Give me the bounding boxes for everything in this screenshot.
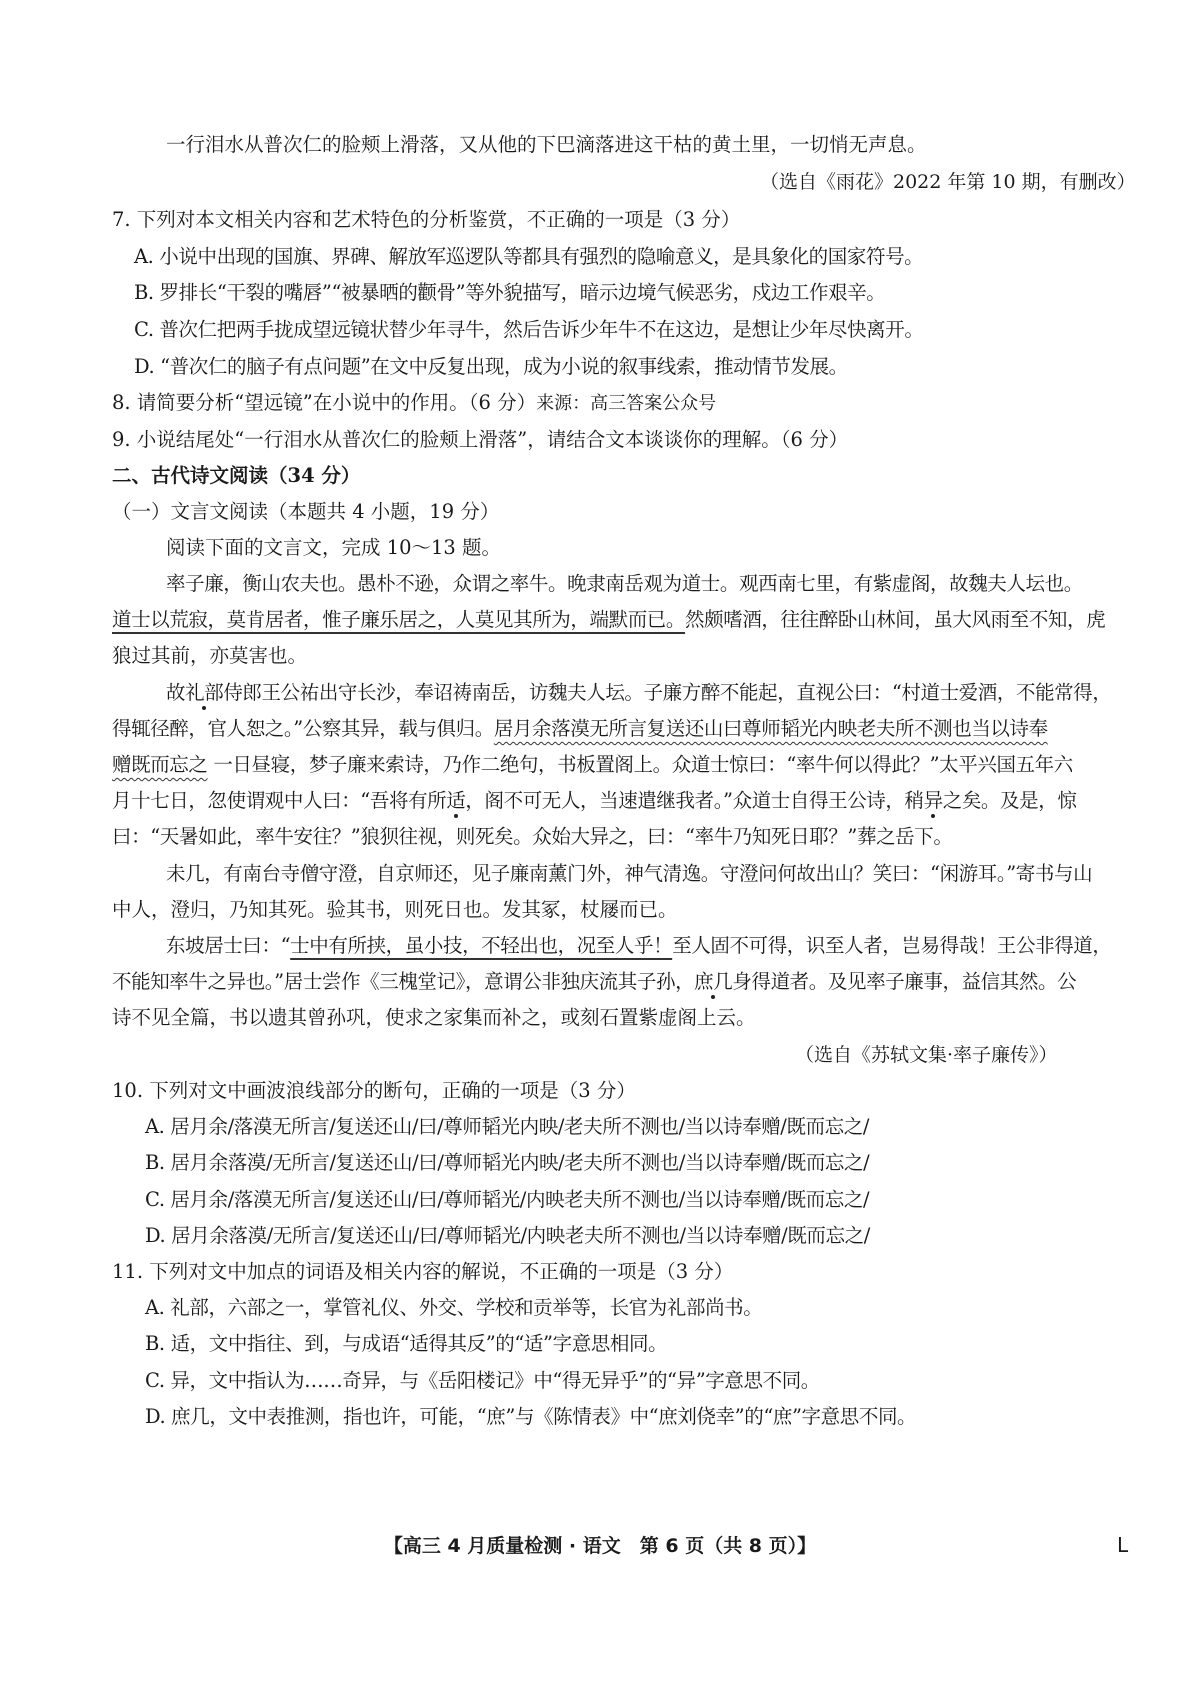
passage-p2-line5: 曰：“天暑如此，率牛安往？”狼狈往视，则死矣。众始大异之，曰：“率牛乃知死日耶？”葬之岳下。 bbox=[112, 825, 953, 848]
passage-p3-line2: 中人，澄归，乃知其死。验其书，则死日也。发其冢，杖屦而已。 bbox=[112, 898, 678, 921]
passage-p2-line4-a: 月十七日，忽使谓观中人曰：“吾将有所 bbox=[112, 789, 447, 812]
question-10-stem: 10. 下列对文中画波浪线部分的断句，正确的一项是（3 分） bbox=[112, 1079, 636, 1102]
passage-p2-line2-a: 得辄径醉，官人恕之。”公察其异，载与俱归。 bbox=[112, 717, 494, 740]
question-9-stem: 9. 小说结尾处“一行泪水从普次仁的脸颊上滑落”，请结合文本谈谈你的理解。（6 分） bbox=[112, 428, 849, 451]
question-10-option-d: D. 居月余落漠/无所言/复送还山/曰/尊师韬光/内映老夫所不测也/当以诗奉赠/既而忘之/ bbox=[145, 1224, 870, 1247]
dotted-term-shuji: 庶几 bbox=[694, 970, 733, 993]
question-8-row bbox=[112, 390, 716, 417]
wavy-underlined-part-2: 赠既而忘之 bbox=[112, 753, 208, 776]
question-8-stem: 8. 请简要分析“望远镜”在小说中的作用。（6 分） bbox=[112, 391, 537, 414]
passage-p1-line3: 狼过其前，亦莫害也。 bbox=[112, 644, 308, 667]
question-7-option-d: D. “普次仁的脑子有点问题”在文中反复出现，成为小说的叙事线索，推动情节发展。 bbox=[134, 355, 848, 378]
question-11-option-a: A. 礼部，六部之一，掌管礼仪、外交、学校和贡举等，长官为礼部尚书。 bbox=[145, 1296, 763, 1319]
question-10-option-b: B. 居月余落漠/无所言/复送还山/曰/尊师韬光内映/老夫所不测也/当以诗奉赠/既而忘之/ bbox=[145, 1151, 870, 1174]
page-footer: 【高三 4 月质量检测 · 语文 第 6 页（共 8 页）】 bbox=[383, 1535, 817, 1557]
dotted-term-shi: 适 bbox=[446, 789, 466, 812]
passage-p2-line4-e: 之矣。及是，惊 bbox=[942, 789, 1077, 812]
passage-p4-line2 bbox=[112, 969, 1076, 995]
passage-p4-line1 bbox=[166, 933, 1112, 959]
passage-p1-line2 bbox=[112, 607, 1105, 633]
passage-p4-line3: 诗不见全篇，书以遗其曾孙巩，使求之家集而补之，或刻石置紫虚阁上云。 bbox=[112, 1006, 756, 1029]
footer-corner-mark: L bbox=[1117, 1533, 1129, 1557]
passage-p2-line3 bbox=[112, 752, 1073, 778]
section-2-subtitle: （一）文言文阅读（本题共 4 小题，19 分） bbox=[112, 500, 500, 523]
dotted-term-libu: 礼部 bbox=[185, 681, 224, 704]
question-11-option-d: D. 庶几，文中表推测，指也许，可能，“庶”与《陈情表》中“庶刘侥幸”的“庶”字意思不同。 bbox=[145, 1405, 917, 1428]
question-10-option-c: C. 居月余/落漠无所言/复送还山/曰/尊师韬光/内映老夫所不测也/当以诗奉赠/既而忘之/ bbox=[145, 1188, 870, 1211]
question-7-option-a: A. 小说中出现的国旗、界碑、解放军巡逻队等都具有强烈的隐喻意义，是具象化的国家符号。 bbox=[134, 245, 924, 268]
question-10-option-a: A. 居月余/落漠无所言/复送还山/曰/尊师韬光内映/老夫所不测也/当以诗奉赠/既而忘之/ bbox=[145, 1115, 870, 1138]
story-source-note: （选自《雨花》2022 年第 10 期，有删改） bbox=[760, 171, 1136, 193]
question-11-option-c: C. 异，文中指认为……奇异，与《岳阳楼记》中“得无异乎”的“异”字意思不同。 bbox=[145, 1369, 820, 1392]
story-closing-line: 一行泪水从普次仁的脸颊上滑落，又从他的下巴滴落进这干枯的黄土里，一切悄无声息。 bbox=[166, 133, 927, 156]
passage-p2-line4-c: ，阁不可无人，当速遣继我者。”众道士自得王公诗，稍 bbox=[465, 789, 924, 812]
solid-underlined-sentence-2: 士中有所挟，虽小技，不轻出也，况至人乎！ bbox=[290, 934, 673, 957]
passage-p4-line2-c: 身得道者。及见率子廉事，益信其然。公 bbox=[732, 970, 1077, 993]
dotted-term-yi: 异 bbox=[923, 789, 943, 812]
section-2-instruction: 阅读下面的文言文，完成 10～13 题。 bbox=[166, 536, 502, 559]
passage-p4-line1-rest: 至人固不可得，识至人者，岂易得哉！王公非得道， bbox=[672, 934, 1112, 957]
section-2-title: 二、古代诗文阅读（34 分） bbox=[112, 464, 361, 487]
passage-p4-line1-a: 东坡居士曰：“ bbox=[166, 934, 291, 957]
passage-p2-line2 bbox=[112, 716, 1048, 742]
passage-p2-line4 bbox=[112, 788, 1076, 814]
passage-source: （选自《苏轼文集·率子廉传》） bbox=[795, 1044, 1058, 1066]
passage-p2-line1-c: 侍郎王公祐出守长沙，奉诏祷南岳，访魏夫人坛。子廉方醉不能起，直视公曰：“村道士爱酒，不能常得， bbox=[223, 681, 1112, 704]
passage-p1-line1: 率子廉，衡山农夫也。愚朴不逊，众谓之率牛。晚隶南岳观为道士。观西南七里，有紫虚阁，故魏夫人坛也。 bbox=[166, 572, 1083, 595]
wavy-underlined-part-1: 居月余落漠无所言复送还山曰尊师韬光内映老夫所不测也当以诗奉 bbox=[493, 717, 1048, 740]
watermark-text: 来源：高三答案公众号 bbox=[536, 393, 717, 414]
passage-p2-line1 bbox=[166, 680, 1111, 706]
question-7-option-b: B. 罗排长“干裂的嘴唇”“被暴晒的颧骨”等外貌描写，暗示边境气候恶劣，戍边工作艰辛。 bbox=[134, 281, 886, 304]
question-11-stem: 11. 下列对文中加点的词语及相关内容的解说，不正确的一项是（3 分） bbox=[112, 1260, 734, 1283]
passage-p1-line2-rest: 然颇嗜酒，往往醉卧山林间，虽大风雨至不知，虎 bbox=[685, 608, 1106, 631]
question-7-option-c: C. 普次仁把两手拢成望远镜状替少年寻牛，然后告诉少年牛不在这边，是想让少年尽快离开。 bbox=[134, 318, 924, 341]
solid-underlined-sentence-1: 道士以荒寂，莫肯居者，惟子廉乐居之，人莫见其所为，端默而已。 bbox=[112, 608, 686, 631]
passage-p3-line1: 未几，有南台寺僧守澄，自京师还，见子廉南薰门外，神气清逸。守澄问何故出山？笑曰：“闲游耳。”寄书与山 bbox=[166, 862, 1093, 885]
passage-p2-line1-a: 故 bbox=[166, 681, 186, 704]
question-11-option-b: B. 适，文中指往、到，与成语“适得其反”的“适”字意思相同。 bbox=[145, 1332, 668, 1355]
passage-p4-line2-a: 不能知率牛之异也。”居士尝作《三槐堂记》，意谓公非独庆流其子孙， bbox=[112, 970, 695, 993]
passage-p2-line3-rest: 一日昼寝，梦子廉来索诗，乃作二绝句，书板置阁上。众道士惊曰：“率牛何以得此？”太平兴国五年六 bbox=[207, 753, 1073, 776]
question-7-stem: 7. 下列对本文相关内容和艺术特色的分析鉴赏，不正确的一项是（3 分） bbox=[112, 208, 741, 231]
